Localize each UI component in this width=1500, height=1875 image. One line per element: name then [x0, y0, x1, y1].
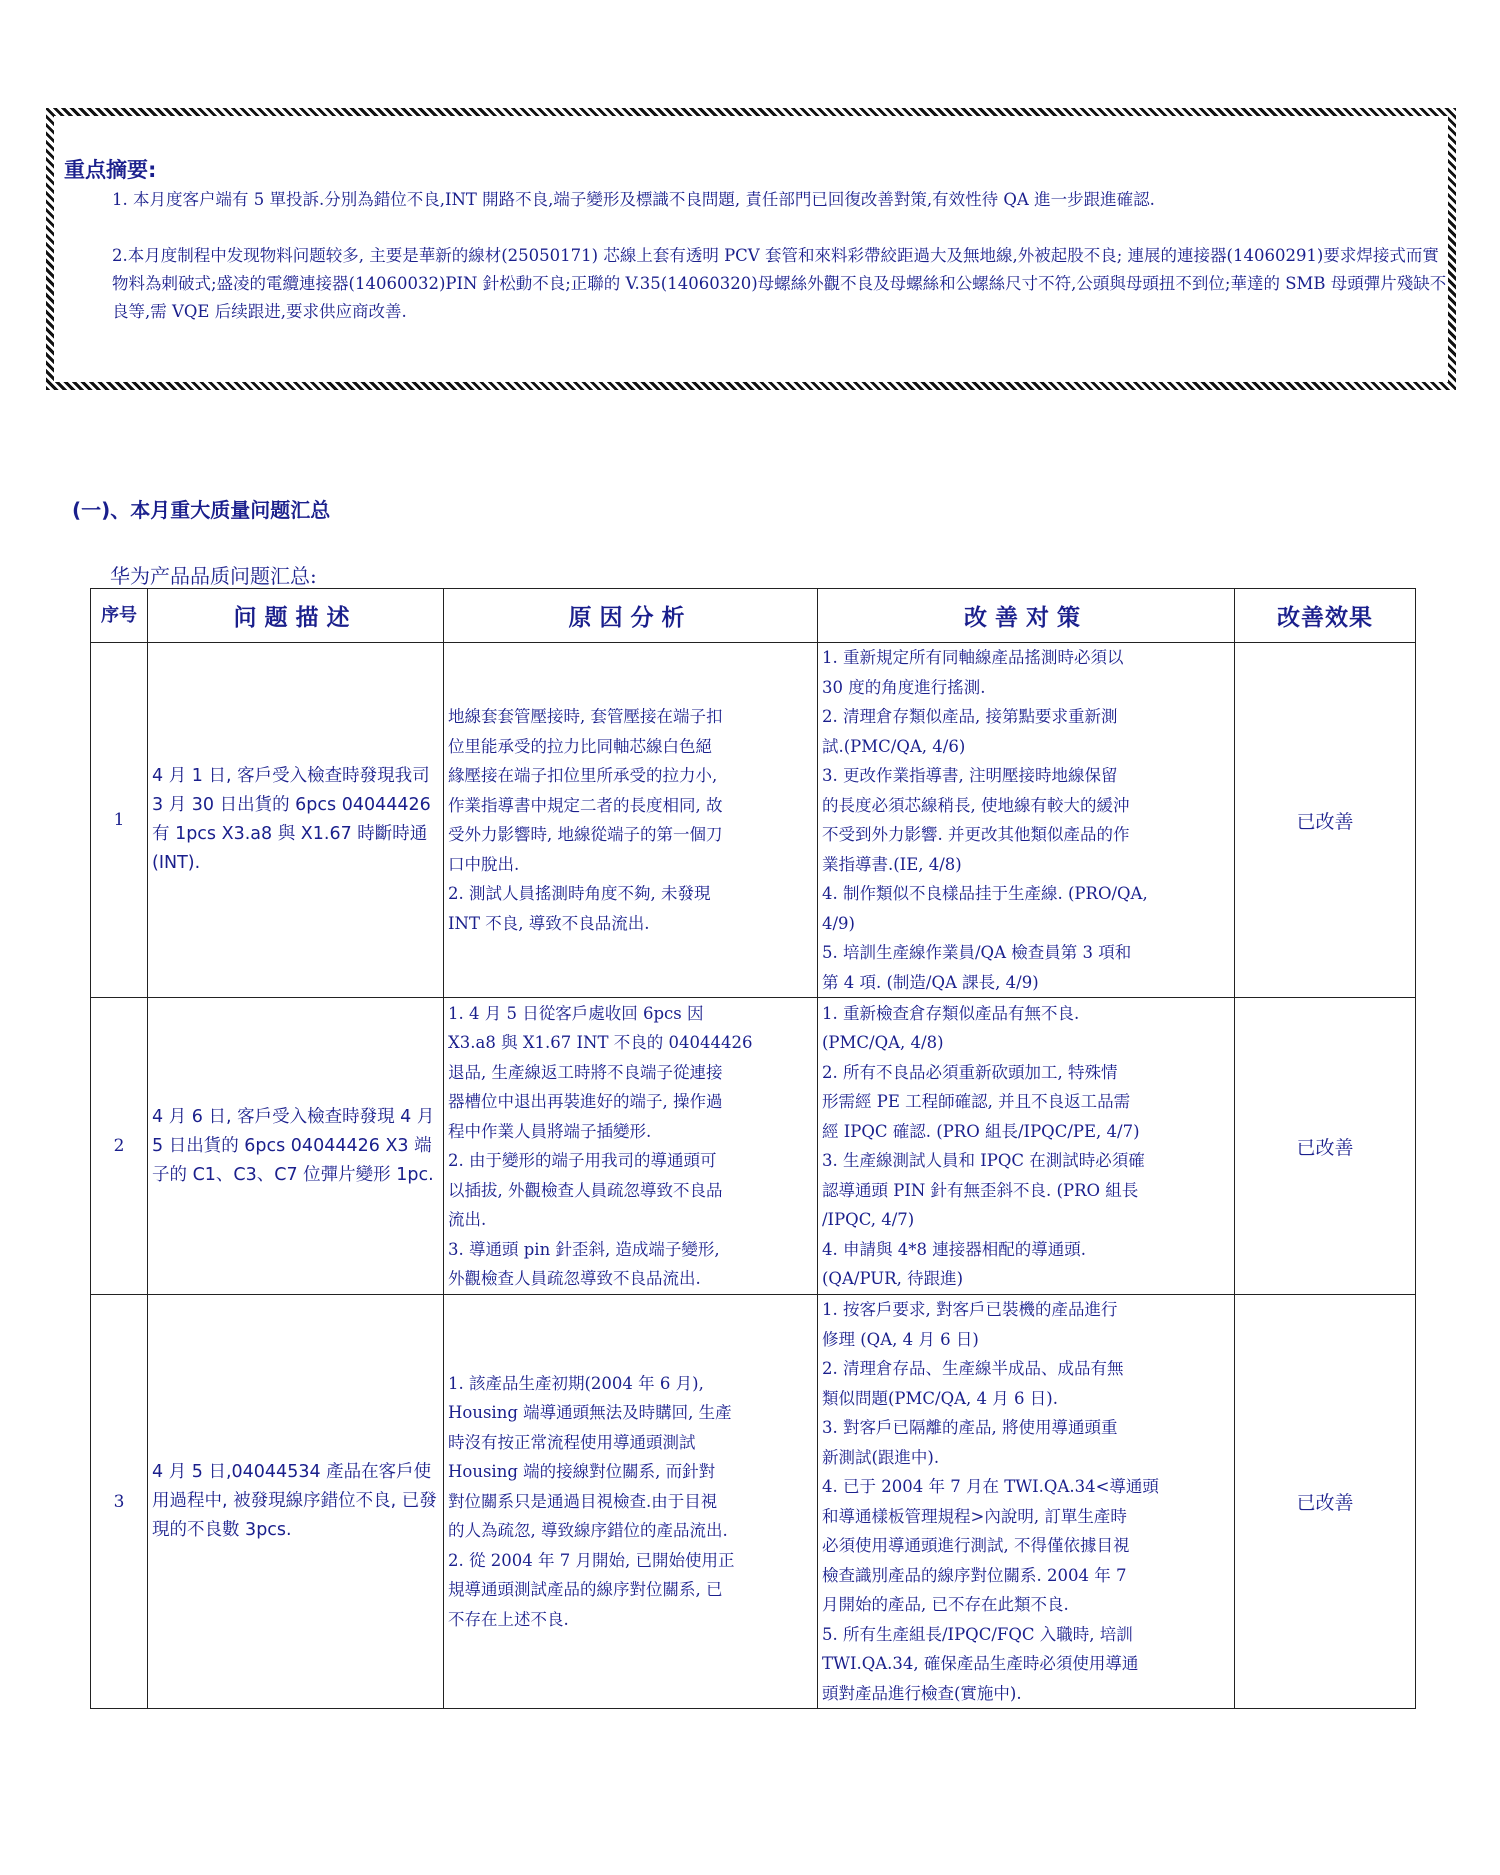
row-no: 2 — [91, 998, 148, 1295]
row-description: 4 月 5 日,04044534 產品在客戶使用過程中, 被發現線序錯位不良, 已發現的不良數 3pcs. — [148, 1295, 444, 1709]
measure-line: 第 4 項. (制造/QA 課長, 4/9) — [822, 972, 1039, 992]
header-cause: 原因分析 — [444, 589, 818, 643]
cause-line: 2. 測試人員搖測時角度不夠, 未發現 — [448, 884, 711, 903]
measure-line: 2. 所有不良品必須重新砍頭加工, 特殊情 — [822, 1062, 1118, 1082]
summary-title: 重点摘要: — [64, 158, 157, 182]
cause-line: 的人為疏忽, 導致線序錯位的產品流出. — [448, 1521, 728, 1541]
header-no: 序号 — [91, 589, 148, 643]
cause-line: 不存在上述不良. — [448, 1609, 569, 1629]
table-row — [91, 643, 1416, 998]
measure-line: 業指導書.(IE, 4/8) — [822, 854, 962, 874]
measure-line: 新測試(跟進中). — [822, 1447, 940, 1467]
cause-line: 流出. — [448, 1210, 487, 1229]
measure-line: 修理 (QA, 4 月 6 日) — [822, 1329, 979, 1349]
measure-line: 的長度必須芯線稍長, 使地線有較大的緩沖 — [822, 795, 1130, 815]
measure-line: 3. 更改作業指導書, 注明壓接時地線保留 — [822, 766, 1118, 785]
measure-line: 3. 生產線測試人員和 IPQC 在測試時必須確 — [822, 1151, 1145, 1170]
measure-line: 4. 已于 2004 年 7 月在 TWI.QA.34<導通頭 — [822, 1477, 1159, 1496]
row-cause — [444, 998, 818, 1295]
measure-line: 3. 對客戶已隔離的產品, 將使用導通頭重 — [822, 1418, 1118, 1437]
cause-line: 以插拔, 外觀檢查人員疏忽導致不良品 — [448, 1180, 723, 1200]
measure-line: 經 IPQC 確認. (PRO 組長/IPQC/PE, 4/7) — [822, 1121, 1140, 1141]
measure-line: 頭對產品進行檢查(實施中). — [822, 1683, 1022, 1703]
measure-line: 必須使用導通頭進行測試, 不得僅依據目視 — [822, 1536, 1130, 1555]
measure-line: 檢查識別產品的線序對位關系. 2004 年 7 — [822, 1565, 1127, 1585]
row-effect: 已改善 — [1235, 643, 1416, 998]
row-effect: 已改善 — [1235, 998, 1416, 1295]
row-cause — [444, 643, 818, 998]
measure-line: TWI.QA.34, 確保產品生產時必須使用導通 — [822, 1654, 1139, 1673]
measure-line: 4. 制作類似不良樣品挂于生產線. (PRO/QA, — [822, 884, 1148, 903]
cause-line: 作業指導書中規定二者的長度相同, 故 — [448, 795, 723, 815]
cause-line: 位里能承受的拉力比同軸芯線白色絕 — [448, 736, 712, 756]
measure-line: 2. 清理倉存類似產品, 接第點要求重新測 — [822, 707, 1118, 726]
header-measure: 改善对策 — [818, 589, 1235, 643]
measure-line: 4/9) — [822, 913, 855, 933]
measure-line: (PMC/QA, 4/8) — [822, 1033, 944, 1052]
measure-line: 月開始的產品, 已不存在此類不良. — [822, 1595, 1069, 1614]
table-row — [91, 1295, 1416, 1709]
row-no: 1 — [91, 643, 148, 998]
measure-line: (QA/PUR, 待跟進) — [822, 1269, 964, 1288]
measure-line: 4. 申請與 4*8 連接器相配的導通頭. — [822, 1239, 1086, 1259]
header-effect: 改善效果 — [1235, 589, 1416, 643]
measure-line: 1. 按客戶要求, 對客戶已裝機的產品進行 — [822, 1300, 1118, 1319]
cause-line: 口中脫出. — [448, 854, 520, 874]
cause-line: 地線套套管壓接時, 套管壓接在端子扣 — [448, 707, 723, 726]
section-title: (一)、本月重大质量问题汇总 — [72, 498, 331, 522]
measure-line: 5. 培訓生產線作業員/QA 檢查員第 3 項和 — [822, 943, 1132, 962]
cause-line: 器槽位中退出再裝進好的端子, 操作過 — [448, 1092, 723, 1111]
measure-line: 試.(PMC/QA, 4/6) — [822, 736, 966, 756]
cause-line: 程中作業人員將端子插變形. — [448, 1121, 652, 1141]
cause-line: Housing 端導通頭無法及時購回, 生產 — [448, 1403, 732, 1423]
cause-line: 2. 從 2004 年 7 月開始, 已開始使用正 — [448, 1550, 735, 1570]
measure-line: 類似問題(PMC/QA, 4 月 6 日). — [822, 1388, 1058, 1408]
measure-line: 5. 所有生產組長/IPQC/FQC 入職時, 培訓 — [822, 1624, 1133, 1644]
cause-line: 緣壓接在端子扣位里所承受的拉力小, — [448, 766, 718, 785]
row-description: 4 月 1 日, 客戶受入檢查時發現我司 3 月 30 日出貨的 6pcs 04044426 有 1pcs X3.a8 與 X1.67 時斷時通(INT). — [148, 643, 444, 998]
row-measure — [818, 643, 1235, 998]
row-effect: 已改善 — [1235, 1295, 1416, 1709]
row-measure — [818, 1295, 1235, 1709]
cause-line: 退品, 生產線返工時將不良端子從連接 — [448, 1062, 723, 1082]
table-subtitle: 华为产品品质问题汇总: — [110, 564, 317, 588]
measure-line: /IPQC, 4/7) — [822, 1210, 915, 1229]
cause-line: 3. 導通頭 pin 針歪斜, 造成端子變形, — [448, 1239, 720, 1259]
summary-box — [46, 108, 1456, 390]
row-cause — [444, 1295, 818, 1709]
table-header-row — [91, 589, 1416, 643]
row-description: 4 月 6 日, 客戶受入檢查時發現 4 月 5 日出貨的 6pcs 04044426 X3 端子的 C1、C3、C7 位彈片變形 1pc. — [148, 998, 444, 1295]
row-no: 3 — [91, 1295, 148, 1709]
cause-line: 1. 4 月 5 日從客戶處收回 6pcs 因 — [448, 1003, 704, 1023]
row-measure — [818, 998, 1235, 1295]
cause-line: 1. 該產品生產初期(2004 年 6 月), — [448, 1373, 704, 1393]
cause-line: 對位關系只是通過目視檢查.由于目視 — [448, 1491, 718, 1511]
cause-line: 受外力影響時, 地線從端子的第一個刀 — [448, 825, 723, 844]
summary-item-2: 2.本月度制程中发现物料问题较多, 主要是華新的線材(25050171) 芯線上套有透明 PCV 套管和來料彩帶絞距過大及無地線,外被起股不良; 連展的連接器(14060291)要求焊接式而實物料為剌破式;盛凌的電纜連接器(14060032)PIN 針松動不良;正聯的 V.35(14060320)母螺絲外觀不良及母螺絲和公螺絲尺寸不符,公頭與母頭扭不到位;華達的 SMB 母頭彈片殘缺不良等,需 VQE 后续跟进,要求供应商改善. — [112, 246, 1447, 321]
cause-line: 2. 由于變形的端子用我司的導通頭可 — [448, 1151, 717, 1170]
cause-line: 規導通頭測試產品的線序對位關系, 已 — [448, 1580, 723, 1600]
measure-line: 1. 重新規定所有同軸線產品搖測時必須以 — [822, 648, 1124, 667]
cause-line: Housing 端的接線對位關系, 而針對 — [448, 1462, 716, 1482]
table-row — [91, 998, 1416, 1295]
measure-line: 不受到外力影響. 并更改其他類似產品的作 — [822, 825, 1130, 844]
cause-line: X3.a8 與 X1.67 INT 不良的 04044426 — [448, 1033, 753, 1052]
measure-line: 2. 清理倉存品、生產線半成品、成品有無 — [822, 1359, 1124, 1378]
measure-line: 形需經 PE 工程師確認, 并且不良返工品需 — [822, 1092, 1131, 1111]
cause-line: INT 不良, 導致不良品流出. — [448, 913, 650, 933]
cause-line: 時沒有按正常流程使用導通頭測試 — [448, 1432, 696, 1452]
header-desc: 问题描述 — [148, 589, 444, 643]
measure-line: 1. 重新檢查倉存類似產品有無不良. — [822, 1003, 1080, 1023]
measure-line: 和導通樣板管理規程>內說明, 訂單生產時 — [822, 1506, 1127, 1526]
cause-line: 外觀檢查人員疏忽導致不良品流出. — [448, 1269, 701, 1288]
measure-line: 認導通頭 PIN 針有無歪斜不良. (PRO 組長 — [822, 1180, 1139, 1200]
measure-line: 30 度的角度進行搖測. — [822, 677, 986, 697]
summary-item-1: 1. 本月度客户端有 5 單投訴.分別為錯位不良,INT 開路不良,端子變形及標識不良問題, 責任部門已回復改善對策,有效性待 QA 進一步跟進確認. — [112, 190, 1155, 209]
quality-issues-table — [90, 588, 1416, 1709]
